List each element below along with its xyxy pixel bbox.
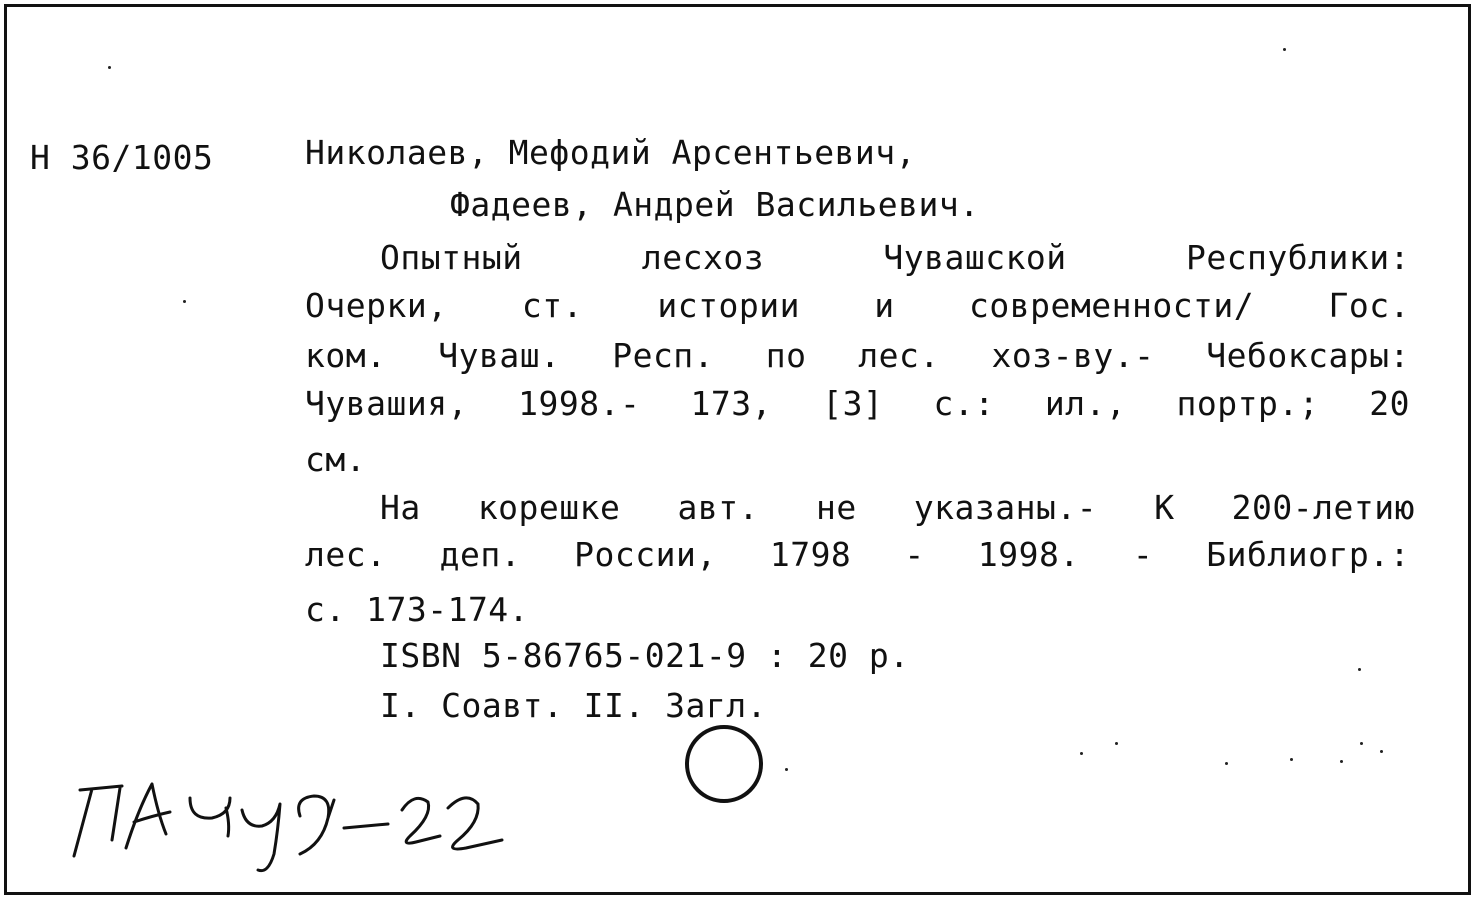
- paper-speck: [1380, 750, 1383, 753]
- imprint-word: с.:: [933, 384, 995, 423]
- subtitle-word: Гос.: [1328, 286, 1410, 325]
- note-word: -: [904, 535, 925, 574]
- imprint-word: портр.;: [1176, 384, 1320, 423]
- imprint-line: [305, 384, 1410, 424]
- note-word: -: [1132, 535, 1154, 574]
- shelfmark: Н 36/1005: [30, 138, 214, 177]
- headings-line: I. Соавт. II. Загл.: [380, 686, 767, 725]
- note-word: К: [1154, 488, 1175, 527]
- subtitle-word: и: [874, 286, 895, 325]
- paper-speck: [1358, 668, 1361, 671]
- paper-speck: [1360, 742, 1363, 745]
- note-line-2: [305, 535, 1410, 575]
- paper-speck: [1115, 742, 1118, 745]
- imprint-word: 1998.-: [518, 384, 641, 423]
- note-word: 200-летию: [1231, 488, 1415, 527]
- note-word: не: [816, 488, 857, 527]
- author-line-1: Николаев, Мефодий Арсентьевич,: [305, 133, 917, 172]
- paper-speck: [785, 768, 788, 771]
- publisher-word: Чебоксары:: [1206, 336, 1410, 375]
- note-word: России,: [574, 535, 717, 574]
- publisher-word: Чуваш.: [438, 336, 561, 375]
- publisher-line: [305, 336, 1410, 376]
- imprint-word: [3]: [822, 384, 884, 423]
- subtitle-word: истории: [657, 286, 800, 325]
- handwritten-note: [62, 770, 512, 882]
- paper-speck: [1080, 752, 1083, 755]
- publisher-word: хоз-ву.-: [991, 336, 1155, 375]
- publisher-word: ком.: [305, 336, 387, 375]
- imprint-word: ил.,: [1044, 384, 1127, 423]
- imprint-word: 20: [1369, 384, 1410, 423]
- note-word: На: [380, 488, 421, 527]
- title-line: [380, 238, 1410, 278]
- note-word: корешке: [477, 488, 621, 527]
- title-word: Чувашской: [883, 238, 1067, 277]
- bibliography-pages: с. 173-174.: [305, 590, 530, 629]
- imprint-word: Чувашия,: [305, 384, 468, 423]
- title-word: Опытный: [380, 238, 523, 277]
- note-word: указаны.-: [913, 488, 1098, 527]
- isbn-line: ISBN 5-86765-021-9 : 20 р.: [380, 636, 910, 675]
- paper-speck: [1340, 760, 1343, 763]
- paper-speck: [1283, 48, 1286, 51]
- title-word: лесхоз: [641, 238, 765, 277]
- title-word: Республики:: [1185, 238, 1410, 277]
- publisher-word: по: [765, 336, 807, 375]
- subtitle-line: [305, 286, 1410, 326]
- note-word: 1998.: [977, 535, 1080, 574]
- note-word: лес.: [305, 535, 387, 574]
- size-line: см.: [305, 440, 367, 479]
- subtitle-word: Очерки,: [305, 286, 448, 325]
- paper-speck: [1290, 758, 1293, 761]
- imprint-word: 173,: [690, 384, 773, 423]
- subtitle-word: ст.: [521, 286, 584, 325]
- note-word: авт.: [677, 488, 759, 527]
- note-word: 1798: [769, 535, 852, 574]
- note-word: деп.: [439, 535, 522, 574]
- paper-speck: [183, 300, 186, 303]
- paper-speck: [1225, 762, 1228, 765]
- note-line-1: [380, 488, 1415, 528]
- author-line-2: Фадеев, Андрей Васильевич.: [450, 185, 980, 224]
- publisher-word: лес.: [858, 336, 940, 375]
- publisher-word: Респ.: [612, 336, 715, 375]
- note-word: Библиогр.:: [1206, 535, 1410, 574]
- circle-stamp-icon: [683, 723, 765, 805]
- subtitle-word: современности/: [969, 286, 1255, 325]
- paper-speck: [108, 66, 111, 69]
